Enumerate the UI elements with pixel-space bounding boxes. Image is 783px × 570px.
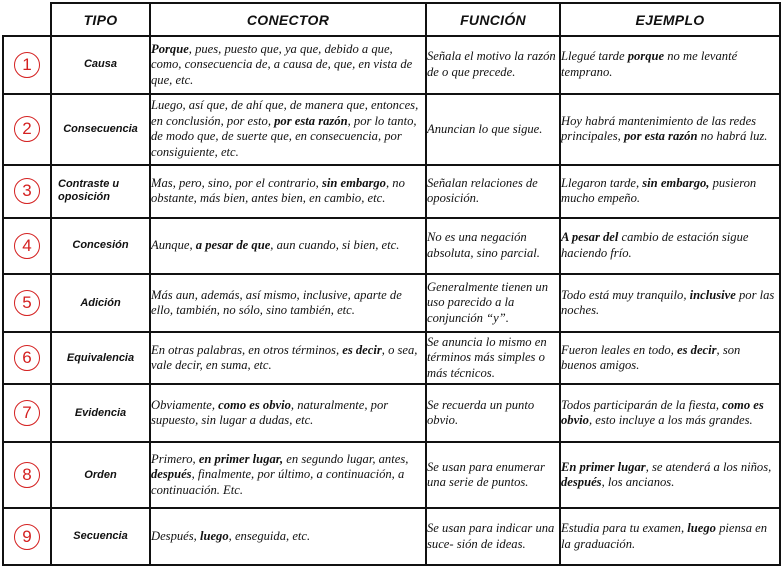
text-run: cambio de estación sigue haciendo frío. — [561, 230, 749, 260]
conector-cell — [150, 332, 426, 384]
text-run: Hoy habrá mantenimiento de las redes principales, — [561, 113, 757, 144]
bold-connector-text: inclusive — [689, 287, 736, 302]
text-run: , no obstante, más bien, antes bien, en cambio, etc. — [151, 175, 405, 206]
tipo-cell: Evidencia — [51, 384, 150, 442]
table-row — [3, 274, 780, 332]
text-run: Primero, — [151, 451, 199, 466]
text-run: , naturalmente, por supuesto, sin lugar a dudas, etc. — [151, 397, 389, 428]
row-number-cell — [3, 94, 51, 165]
text-run: Anuncian lo que sigue. — [427, 121, 543, 136]
row-number-cell — [3, 218, 51, 275]
text-run: Más aun, además, así mismo, inclusive, aparte de ello, también, no sólo, sino también, etc. — [151, 287, 402, 318]
text-run: Se recuerda un punto obvio. — [427, 397, 535, 428]
text-run: Todos participarán de la fiesta, — [561, 397, 723, 412]
row-number-cell — [3, 165, 51, 217]
table-row — [3, 165, 780, 217]
text-run: , los ancianos. — [601, 475, 675, 490]
bold-connector-text: luego — [687, 521, 716, 536]
text-run: Llegaron tarde, — [561, 175, 643, 190]
text-run: Se usan para indicar una suce- sión de ideas. — [427, 521, 555, 551]
text-run: En otras palabras, en otros términos, — [151, 342, 343, 357]
conector-cell — [150, 94, 426, 165]
ejemplo-cell — [560, 94, 780, 165]
funcion-cell — [426, 274, 560, 332]
funcion-cell — [426, 165, 560, 217]
tipo-cell: Concesión — [51, 218, 150, 275]
table-row — [3, 384, 780, 442]
table-row — [3, 218, 780, 275]
text-run: , pues, puesto que, ya que, debido a que, como, consecuencia de, a causa de, que, en vista de que, etc. — [151, 41, 413, 87]
conector-cell — [150, 218, 426, 275]
text-run: , se atenderá a los niños, — [645, 459, 772, 474]
text-run: , o sea, vale decir, en suma, etc. — [151, 342, 418, 373]
tipo-cell: Causa — [51, 36, 150, 94]
text-run: Llegué tarde — [561, 49, 628, 64]
bold-connector-text: después — [561, 475, 602, 490]
text-run: , enseguida, etc. — [228, 528, 311, 543]
conector-cell — [150, 508, 426, 565]
funcion-cell — [426, 218, 560, 275]
text-run: Fueron leales en todo, — [561, 342, 678, 357]
text-run: en segundo lugar, antes, — [283, 451, 409, 466]
row-number-cell — [3, 384, 51, 442]
circled-number-badge: 4 — [14, 233, 40, 259]
bold-connector-text: a pesar de que — [195, 238, 271, 253]
text-run: por las noches. — [561, 287, 775, 318]
text-run: Todo está muy tranquilo, — [561, 287, 690, 302]
bold-connector-text: por esta razón — [274, 113, 348, 128]
ejemplo-cell — [560, 274, 780, 332]
circled-number-badge: 9 — [14, 524, 40, 550]
funcion-cell — [426, 36, 560, 94]
row-number-cell — [3, 508, 51, 565]
text-run: Aunque, — [151, 238, 196, 253]
text-run: Mas, pero, sino, por el contrario, — [151, 175, 322, 190]
conector-cell — [150, 442, 426, 508]
tipo-cell: Orden — [51, 442, 150, 508]
text-run: no habrá luz. — [697, 129, 768, 144]
bold-connector-text: en primer lugar, — [198, 451, 284, 466]
bold-connector-text: sin embargo — [321, 175, 386, 190]
text-run: no me levanté temprano. — [561, 49, 738, 79]
connectors-table — [2, 2, 781, 566]
tipo-cell: Adición — [51, 274, 150, 332]
conector-cell — [150, 274, 426, 332]
tipo-cell: Equivalencia — [51, 332, 150, 384]
funcion-cell — [426, 442, 560, 508]
ejemplo-cell — [560, 508, 780, 565]
row-number-cell — [3, 274, 51, 332]
bold-connector-text: es decir — [342, 342, 382, 357]
tipo-cell: Consecuencia — [51, 94, 150, 165]
bold-connector-text: como es obvio — [218, 397, 291, 412]
bold-connector-text: luego — [199, 528, 229, 543]
tipo-cell: Contraste u oposición — [51, 165, 150, 217]
tipo-cell: Secuencia — [51, 508, 150, 565]
funcion-cell — [426, 384, 560, 442]
circled-number-badge: 2 — [14, 116, 40, 142]
bold-connector-text: En primer lugar — [561, 459, 646, 474]
row-number-cell — [3, 332, 51, 384]
bold-connector-text: A pesar del — [561, 230, 619, 245]
text-run: piensa en la graduación. — [561, 521, 768, 551]
row-number-cell — [3, 442, 51, 508]
circled-number-badge: 3 — [14, 178, 40, 204]
circled-number-badge: 1 — [14, 52, 40, 78]
bold-connector-text: Porque — [151, 41, 189, 56]
table-row — [3, 508, 780, 565]
bold-connector-text: es decir — [677, 342, 717, 357]
circled-number-badge: 6 — [14, 345, 40, 371]
text-run: , finalmente, por último, a continuación, a continuación. Etc. — [151, 467, 405, 497]
table-row — [3, 442, 780, 508]
conector-cell — [150, 165, 426, 217]
text-run: , esto incluye a los más grandes. — [588, 413, 753, 428]
circled-number-badge: 8 — [14, 462, 40, 488]
text-run: No es una negación absoluta, sino parcial. — [427, 230, 540, 260]
text-run: Luego, así que, de ahí que, de manera que, entonces, en conclusión, por esto, — [151, 98, 419, 128]
text-run: Se usan para enumerar una serie de puntos. — [427, 459, 545, 490]
header-blank-cell — [3, 3, 51, 36]
text-run: pusieron mucho empeño. — [561, 175, 757, 206]
header-funcion: FUNCIÓN — [426, 3, 560, 36]
bold-connector-text: porque — [627, 49, 665, 64]
funcion-cell — [426, 332, 560, 384]
header-ejemplo: EJEMPLO — [560, 3, 780, 36]
text-run: Estudia para tu examen, — [561, 521, 688, 536]
text-run: , son buenos amigos. — [561, 342, 741, 373]
text-run: Se anuncia lo mismo en términos más simples o más técnicos. — [427, 334, 547, 380]
conector-cell — [150, 36, 426, 94]
text-run: , por lo tanto, de modo que, de suerte que, en consecuencia, por consiguiente, etc. — [151, 113, 417, 159]
ejemplo-cell — [560, 218, 780, 275]
text-run: Generalmente tienen un uso parecido a la conjunción “y”. — [427, 279, 548, 325]
bold-connector-text: sin embargo, — [642, 175, 710, 190]
ejemplo-cell — [560, 165, 780, 217]
text-run: Señala el motivo la razón de o que precede. — [427, 49, 556, 79]
circled-number-badge: 7 — [14, 400, 40, 426]
conector-cell — [150, 384, 426, 442]
ejemplo-cell — [560, 442, 780, 508]
table-row — [3, 332, 780, 384]
funcion-cell — [426, 94, 560, 165]
row-number-cell — [3, 36, 51, 94]
funcion-cell — [426, 508, 560, 565]
text-run: Obviamente, — [151, 397, 219, 412]
table-body — [3, 36, 780, 565]
table-row — [3, 94, 780, 165]
ejemplo-cell — [560, 36, 780, 94]
ejemplo-cell — [560, 332, 780, 384]
header-tipo: TIPO — [51, 3, 150, 36]
ejemplo-cell — [560, 384, 780, 442]
text-run: , aun cuando, si bien, etc. — [270, 238, 400, 253]
bold-connector-text: por esta razón — [623, 129, 698, 144]
bold-connector-text: después — [151, 467, 192, 482]
table-row — [3, 36, 780, 94]
text-run: Después, — [151, 528, 200, 543]
header-conector: CONECTOR — [150, 3, 426, 36]
header-row — [3, 3, 780, 36]
bold-connector-text: como es obvio — [561, 397, 764, 428]
text-run: Señalan relaciones de oposición. — [427, 175, 538, 206]
circled-number-badge: 5 — [14, 290, 40, 316]
